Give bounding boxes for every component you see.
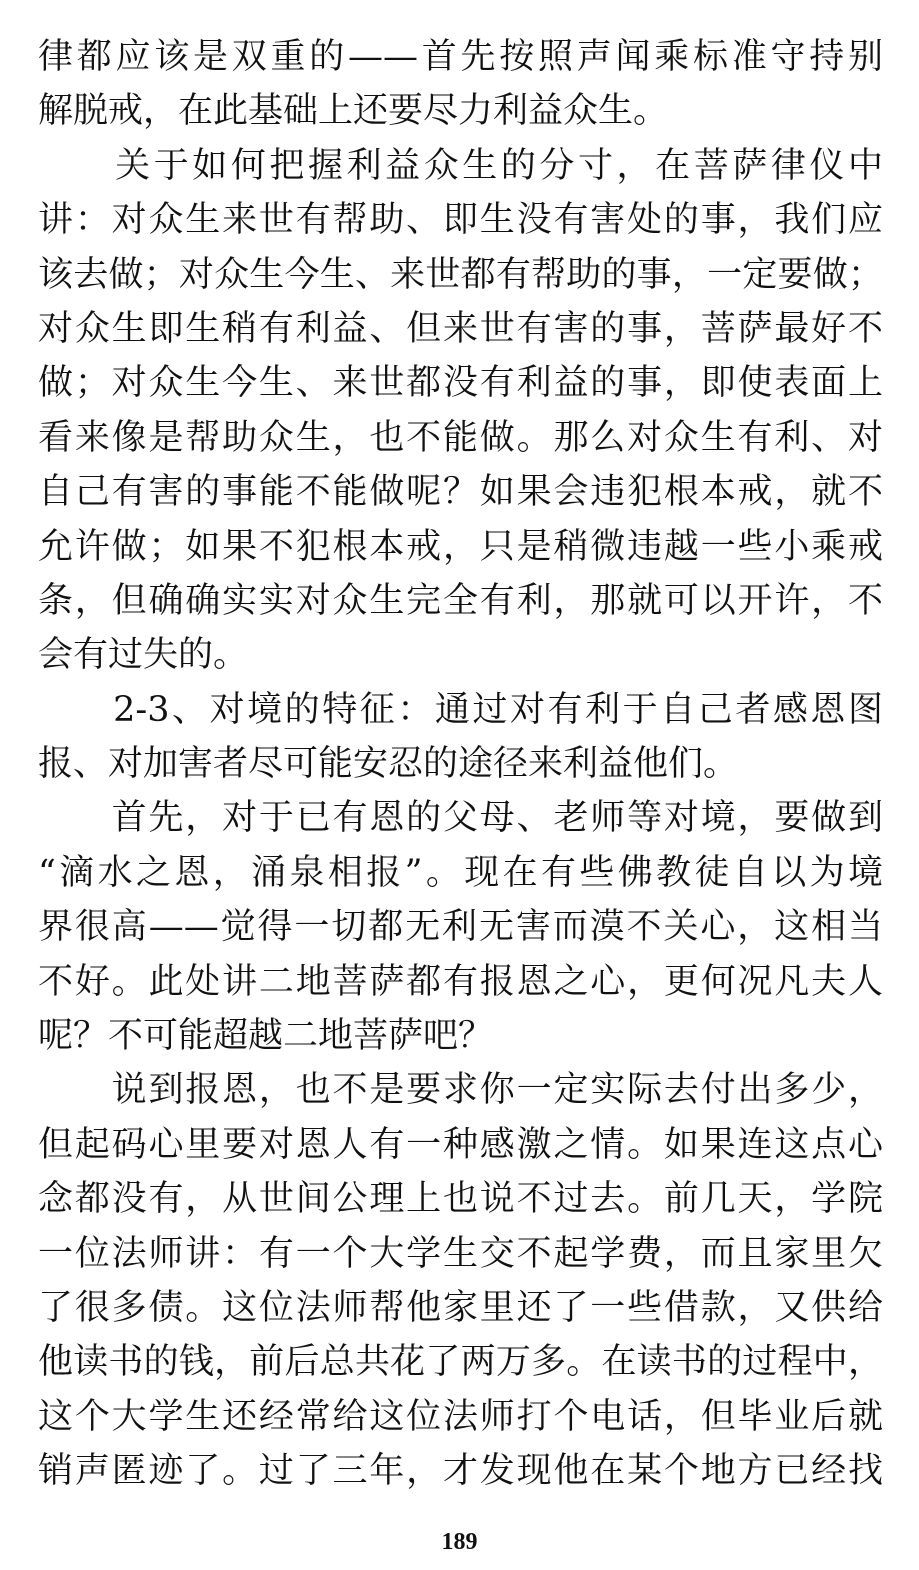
text-line: 对众生即生稍有利益、但来世有害的事，菩萨最好不 bbox=[38, 308, 883, 349]
text-line: “滴水之恩，涌泉相报”。现在有些佛教徒自以为境 bbox=[38, 852, 883, 893]
text-line: 他读书的钱，前后总共花了两万多。在读书的过程中， bbox=[38, 1342, 883, 1383]
text-line: 说到报恩，也不是要求你一定实际去付出多少， bbox=[38, 1070, 883, 1111]
text-line: 允许做；如果不犯根本戒，只是稍微违越一些小乘戒 bbox=[38, 526, 883, 567]
text-line: 一位法师讲：有一个大学生交不起学费，而且家里欠 bbox=[38, 1233, 883, 1274]
text-line: 销声匿迹了。过了三年，才发现他在某个地方已经找 bbox=[38, 1451, 883, 1492]
text-line: 了很多债。这位法师帮他家里还了一些借款，又供给 bbox=[38, 1287, 883, 1328]
text-line: 界很高——觉得一切都无利无害而漠不关心，这相当 bbox=[38, 907, 883, 948]
text-line: 看来像是帮助众生，也不能做。那么对众生有利、对 bbox=[38, 417, 883, 458]
text-line: 条，但确确实实对众生完全有利，那就可以开许，不 bbox=[38, 580, 883, 621]
text-line: 会有过失的。 bbox=[38, 635, 249, 676]
text-line: 自己有害的事能不能做呢？如果会违犯根本戒，就不 bbox=[38, 472, 883, 513]
text-line: 报、对加害者尽可能安忍的途径来利益他们。 bbox=[38, 744, 739, 785]
text-line: 首先，对于已有恩的父母、老师等对境，要做到 bbox=[38, 798, 883, 839]
text-line: 关于如何把握利益众生的分寸，在菩萨律仪中 bbox=[38, 145, 883, 186]
page-number: 189 bbox=[441, 1529, 478, 1555]
text-line: 该去做；对众生今生、来世都有帮助的事，一定要做； bbox=[38, 254, 883, 295]
body-text bbox=[38, 30, 883, 1499]
text-line: 但起码心里要对恩人有一种感激之情。如果连这点心 bbox=[38, 1124, 883, 1165]
text-line: 讲：对众生来世有帮助、即生没有害处的事，我们应 bbox=[38, 200, 883, 241]
text-line: 2-3、对境的特征：通过对有利于自己者感恩图 bbox=[38, 689, 883, 730]
text-line: 解脱戒，在此基础上还要尽力利益众生。 bbox=[38, 91, 669, 132]
text-line: 律都应该是双重的——首先按照声闻乘标准守持别 bbox=[38, 37, 883, 77]
text-line: 做；对众生今生、来世都没有利益的事，即使表面上 bbox=[38, 363, 883, 404]
text-line: 不好。此处讲二地菩萨都有报恩之心，更何况凡夫人 bbox=[38, 961, 883, 1002]
text-line: 这个大学生还经常给这位法师打个电话，但毕业后就 bbox=[38, 1396, 883, 1437]
text-line: 呢？不可能超越二地菩萨吧？ bbox=[38, 1016, 494, 1057]
text-line: 念都没有，从世间公理上也说不过去。前几天，学院 bbox=[38, 1179, 883, 1220]
